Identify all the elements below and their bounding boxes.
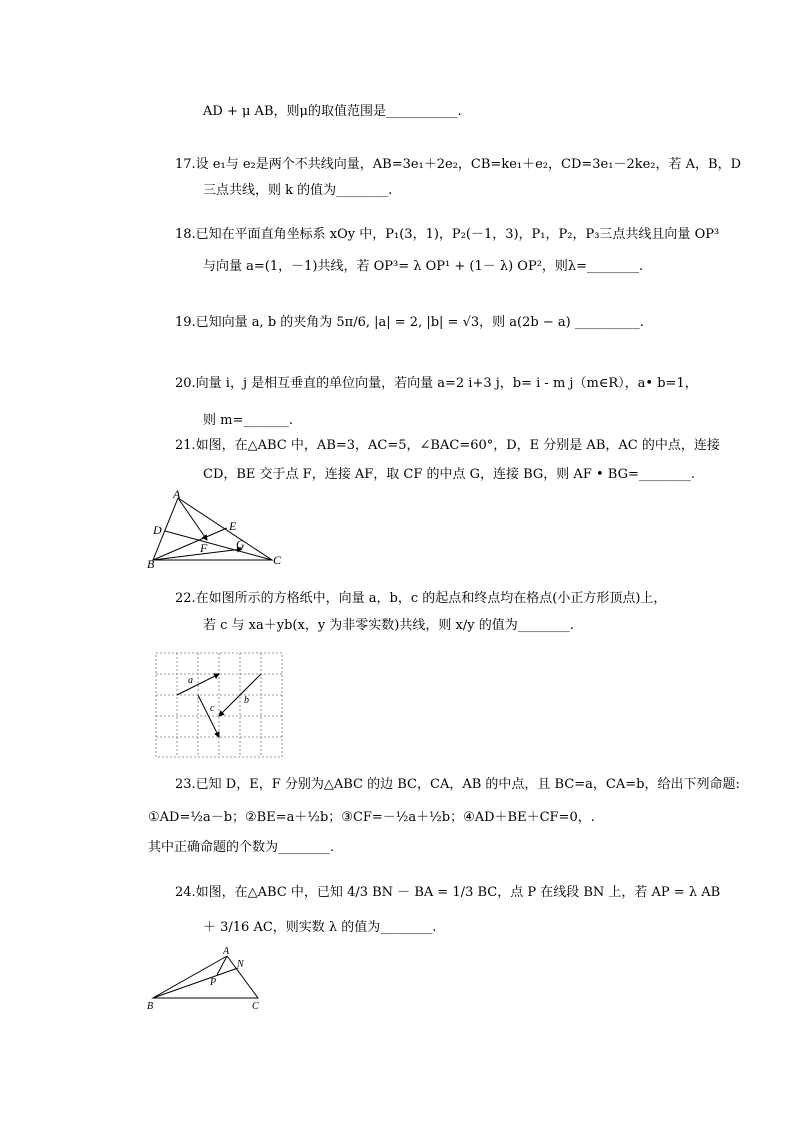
problem-23-line-2: ①AD=½a－b；②BE=a＋½b；③CF=－½a＋½b；④AD＋BE＋CF=0，. — [148, 810, 595, 825]
problem-24-line-1: 24.如图，在△ABC 中，已知 4/3 BN － BA = 1/3 BC，点 P 在线段 BN 上，若 AP = λ AB — [175, 885, 721, 900]
problem-20-line-2: 则 m=_______. — [203, 413, 293, 428]
fig21-label-E: E — [229, 519, 237, 533]
problem-18-line-1: 18.已知在平面直角坐标系 xOy 中，P₁(3，1)，P₂(－1，3)，P₁，P₂，P₃三点共线且向量 OP³ — [175, 227, 720, 242]
fig22-label-a: a — [188, 675, 193, 686]
problem-17-line-2: 三点共线，则 k 的值为________. — [203, 183, 393, 198]
fig21-label-B: B — [147, 557, 155, 570]
text-line-1: AD + μ AB，则μ的取值范围是___________. — [203, 104, 462, 119]
fig24-label-P: P — [210, 977, 217, 988]
problem-22-line-1: 22.在如图所示的方格纸中，向量 a，b，c 的起点和终点均在格点(小正方形顶点)上， — [175, 591, 667, 606]
fig24-label-B: B — [147, 1001, 154, 1012]
fig21-label-G: G — [236, 537, 245, 551]
fig21-label-F: F — [200, 541, 208, 555]
problem-21-line-1: 21.如图，在△ABC 中，AB=3，AC=5，∠BAC=60°，D，E 分别是 AB，AC 的中点，连接 — [175, 438, 720, 453]
figure-24-triangle — [145, 944, 275, 1012]
figure-22-grid — [155, 651, 285, 759]
figure-21-triangle — [145, 488, 285, 570]
problem-23-line-1: 23.已知 D，E，F 分别为△ABC 的边 BC，CA，AB 的中点，且 BC=a，CA=b，给出下列命题: — [175, 777, 740, 792]
problem-22-line-2: 若 c 与 xa＋yb(x，y 为非零实数)共线，则 x/y 的值为________. — [203, 618, 574, 633]
fig21-label-A: A — [173, 488, 181, 501]
problem-20-line-1: 20.向量 i，j 是相互垂直的单位向量，若向量 a=2 i+3 j，b= i - m j（m∈R），a• b=1， — [175, 376, 698, 391]
problem-18-line-2: 与向量 a=(1，－1)共线，若 OP³= λ OP¹ + (1－ λ) OP²，则λ=________. — [203, 259, 644, 274]
fig24-label-A: A — [223, 946, 230, 957]
problem-17-line-1: 17.设 e₁与 e₂是两个不共线向量，AB=3e₁＋2e₂，CB=ke₁＋e₂，CD=3e₁－2ke₂，若 A，B，D — [175, 157, 742, 172]
fig21-label-C: C — [273, 553, 282, 567]
problem-24-line-2: ＋ 3/16 AC，则实数 λ 的值为________. — [203, 920, 437, 935]
problem-21-line-2: CD，BE 交于点 F，连接 AF，取 CF 的中点 G，连接 BG，则 AF • BG=________. — [203, 467, 695, 482]
fig24-label-N: N — [237, 959, 244, 970]
fig22-label-c: c — [210, 703, 215, 714]
problem-19-line: 19.已知向量 a, b 的夹角为 5π/6, |a| = 2, |b| = √3，则 a(2b − a) __________. — [175, 315, 644, 330]
fig21-label-D: D — [153, 523, 162, 537]
fig24-label-C: C — [252, 1001, 259, 1012]
fig22-label-b: b — [244, 695, 249, 706]
problem-23-line-3: 其中正确命题的个数为________. — [148, 840, 335, 855]
